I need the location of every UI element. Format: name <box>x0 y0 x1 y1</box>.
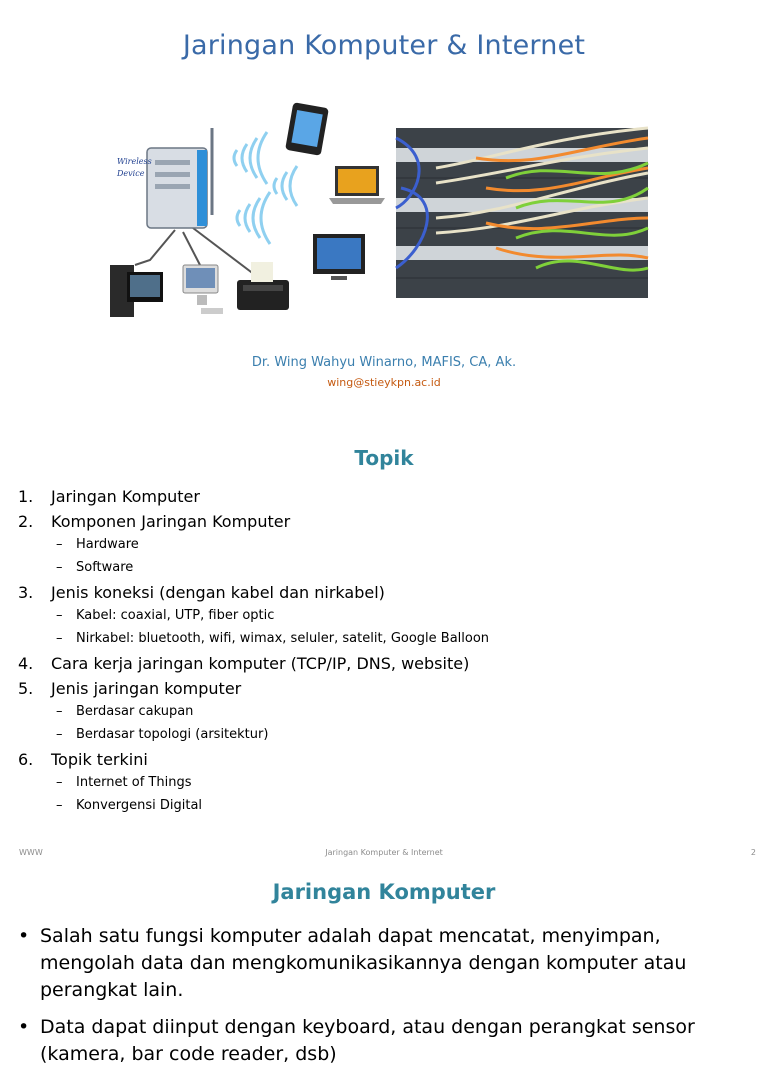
topic-number: 4. <box>18 654 34 673</box>
subtopic-label: Kabel: coaxial, UTP, fiber optic <box>76 608 275 623</box>
footer-center: Jaringan Komputer & Internet <box>325 848 443 857</box>
bullet-text: Salah satu fungsi komputer adalah dapat mencatat, menyimpan, mengolah data dan mengkomunikasikannya dengan komputer atau perangkat lain. <box>40 925 687 1001</box>
topic-item <box>18 487 748 507</box>
subtopic-item <box>56 629 748 649</box>
topic-item <box>18 512 748 578</box>
subtopic-label: Hardware <box>76 537 139 552</box>
bullet-list <box>18 923 753 1078</box>
slide-title: Jaringan Komputer & Internet <box>182 30 586 61</box>
topic-label: Jenis koneksi (dengan kabel dan nirkabel) <box>51 583 385 602</box>
slide-footer <box>0 848 768 860</box>
subtopic-label: Software <box>76 560 134 575</box>
topic-item <box>18 583 748 649</box>
bullet-mark: • <box>18 925 30 947</box>
illustration-label-1: Wireless <box>117 157 152 166</box>
dash-mark: – <box>56 631 63 646</box>
topic-number: 6. <box>18 750 34 769</box>
dash-mark: – <box>56 537 63 552</box>
dash-mark: – <box>56 608 63 623</box>
topic-label: Jaringan Komputer <box>51 487 200 506</box>
topic-label: Cara kerja jaringan komputer (TCP/IP, DNS, website) <box>51 654 470 673</box>
subtopic-item <box>56 535 748 555</box>
topic-item <box>18 750 748 816</box>
bullet-item <box>18 923 753 1004</box>
content-slide <box>0 860 768 1065</box>
topic-label: Komponen Jaringan Komputer <box>51 512 291 531</box>
topic-label: Topik terkini <box>51 750 148 769</box>
subtopic-item <box>56 773 748 793</box>
subtopic-label: Berdasar cakupan <box>76 704 194 719</box>
subtopic-label: Internet of Things <box>76 775 192 790</box>
subtopic-label: Nirkabel: bluetooth, wifi, wimax, seluler, satelit, Google Balloon <box>76 631 490 646</box>
author-email[interactable]: wing@stieykpn.ac.id <box>327 376 441 389</box>
subtopic-item <box>56 606 748 626</box>
topics-slide <box>0 430 768 860</box>
subtopic-item <box>56 702 748 722</box>
subtopic-item <box>56 796 748 816</box>
bullet-mark: • <box>18 1016 30 1038</box>
author-name: Dr. Wing Wahyu Winarno, MAFIS, CA, Ak. <box>251 355 517 370</box>
network-cables-photo <box>396 128 648 298</box>
topic-number: 5. <box>18 679 34 698</box>
subtopic-label: Berdasar topologi (arsitektur) <box>76 727 269 742</box>
topic-item <box>18 654 748 674</box>
topic-number: 2. <box>18 512 34 531</box>
topic-item <box>18 679 748 745</box>
subtopic-label: Konvergensi Digital <box>76 798 203 813</box>
subtopic-list <box>18 773 748 816</box>
slide-title: Jaringan Komputer <box>272 880 496 904</box>
footer-left: WWW <box>19 848 43 857</box>
topic-number: 3. <box>18 583 34 602</box>
dash-mark: – <box>56 560 63 575</box>
dash-mark: – <box>56 798 63 813</box>
dash-mark: – <box>56 775 63 790</box>
page-number: 2 <box>750 848 756 857</box>
topic-number: 1. <box>18 487 34 506</box>
subtopic-item <box>56 558 748 578</box>
topic-list <box>18 487 748 821</box>
subtopic-list <box>18 535 748 578</box>
dash-mark: – <box>56 704 63 719</box>
subtopic-item <box>56 725 748 745</box>
illustration-label-2: Device <box>117 169 145 178</box>
wireless-network-icon <box>105 100 395 325</box>
bullet-item <box>18 1014 753 1068</box>
subtopic-list <box>18 606 748 649</box>
slide-title: Topik <box>354 446 414 470</box>
subtopic-list <box>18 702 748 745</box>
title-slide <box>0 0 768 430</box>
bullet-text: Data dapat diinput dengan keyboard, atau dengan perangkat sensor (kamera, bar code reader, dsb) <box>40 1016 695 1065</box>
topic-label: Jenis jaringan komputer <box>51 679 242 698</box>
dash-mark: – <box>56 727 63 742</box>
